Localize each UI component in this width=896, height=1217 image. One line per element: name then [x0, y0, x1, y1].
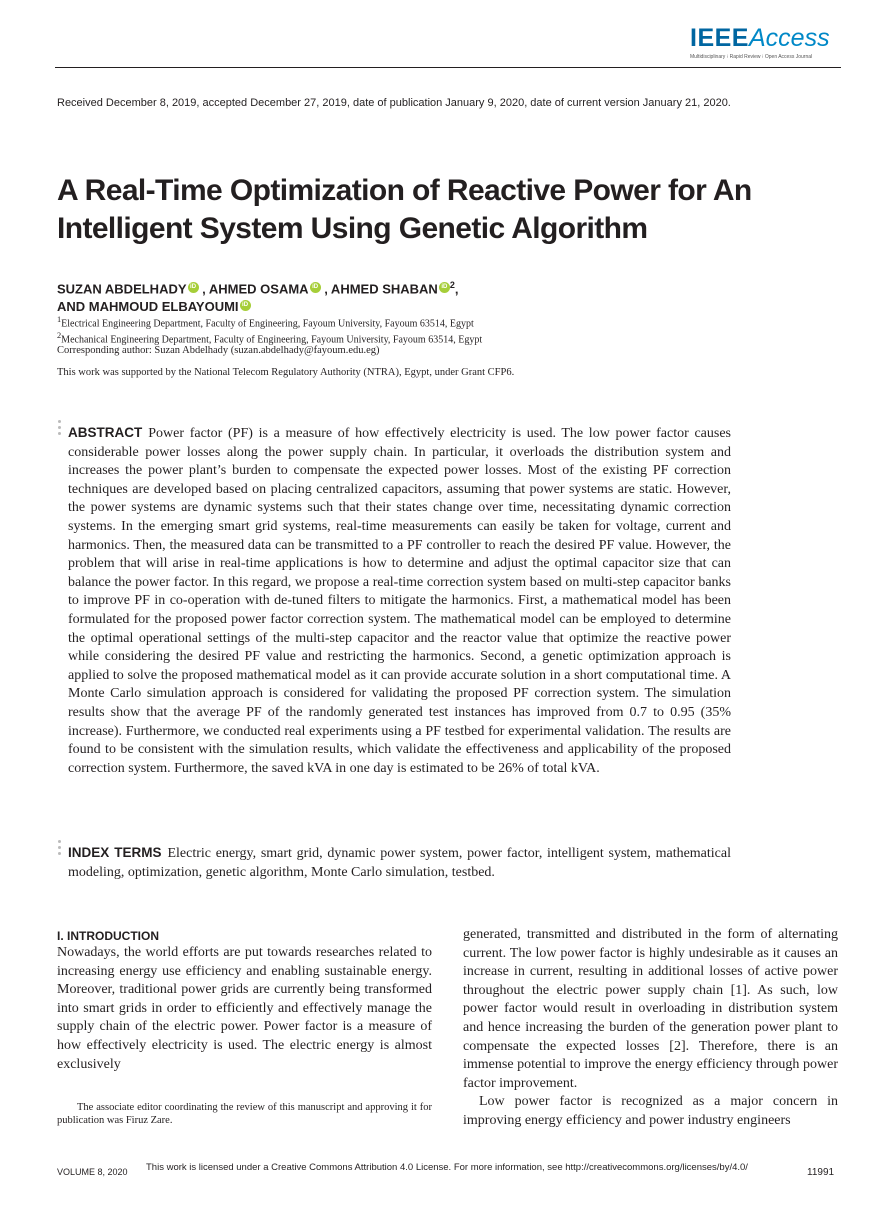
affiliation-2-number: 2	[57, 331, 62, 341]
section-heading-introduction: I. INTRODUCTION	[57, 929, 159, 943]
index-terms-text: Electric energy, smart grid, dynamic power system, power factor, intelligent system, mathematical modeling, optimization, genetic algorithm, Monte Carlo simulation, testbed.	[68, 846, 731, 880]
index-terms	[68, 844, 731, 882]
funding-statement: This work was supported by the National Telecom Regulatory Authority (NTRA), Egypt, under Grant CFP6.	[57, 367, 515, 378]
footer-volume: VOLUME 8, 2020	[57, 1167, 128, 1177]
index-terms-label: INDEX TERMS	[68, 845, 162, 860]
affiliation-1-number: 1	[57, 315, 62, 324]
corresponding-author: Corresponding author: Suzan Abdelhady (suzan.abdelhady@fayoum.edu.eg)	[57, 345, 380, 356]
orcid-icon[interactable]: iD	[439, 282, 450, 293]
intro-column-2	[463, 926, 838, 1131]
author-3-tail: ,	[454, 281, 459, 297]
affiliations	[57, 314, 482, 347]
author-list	[57, 276, 837, 316]
index-terms-marker-icon	[58, 840, 62, 858]
orcid-icon[interactable]: iD	[240, 300, 251, 311]
author-1: SUZAN ABDELHADY	[57, 281, 187, 297]
abstract-label: ABSTRACT	[68, 425, 143, 440]
orcid-icon[interactable]: iD	[188, 282, 199, 293]
intro-paragraph-continued: generated, transmitted and distributed in the form of alternating current. The low power factor is highly undesirable as it causes an increase in current, resulting in additional losses of active power throughout the electric power supply chain [1]. As such, low power factor would result in overloading in distribution system and hence increasing the burden of the generation power plant to compensate the expected losses [2]. Therefore, there is an immense potential to improve the energy efficiency through power factor improvement.	[463, 927, 838, 1091]
affiliation-1: Electrical Engineering Department, Faculty of Engineering, Fayoum University, Fayoum 63514, Egypt	[61, 318, 474, 330]
author-2: , AHMED OSAMA	[202, 281, 309, 297]
received-line: Received December 8, 2019, accepted December 27, 2019, date of publication January 9, 2020, date of current version January 21, 2020.	[57, 97, 731, 109]
abstract-text: Power factor (PF) is a measure of how effectively electricity is used. The low power factor causes considerable power losses along the power supply chain. In particular, it overloads the distribution system and increases the power plant’s burden to compensate the expected power losses. Most of the existing PF correction techniques are developed based on placing centralized capacitors, assuming that power systems are static. However, the power systems are dynamic systems such that their states change over time, necessitating dynamic correction systems. In the emerging smart grid systems, real-time measurements can easily be taken for voltage, current and harmonics. Then, the measured data can be transmitted to a PF controller to reach the desired PF value. However, the problem that will arise in real-time applications is how to determine and adjust the optimal capacitor size that can balance the power factor. In this regard, we propose a real-time correction system based on multi-step capacitor banks to improve PF in co-operation with de-tuned filters to mitigate the harmonics. First, a mathematical model has been formulated for the proposed power factor correction system. The mathematical model can be employed to determine the optimal operational settings of the multi-step capacitor and the reactor value that optimize the reactive power while considering the desired PF value and restricting the harmonics. Second, a genetic optimization approach is applied to solve the proposed mathematical model as it can provide accurate solution in a short computational time. A Monte Carlo simulation approach is considered for validating the proposed PF correction system. The simulation results show that the average PF of the randomly generated test instances has improved from 0.7 to 0.95 (35% increase). Furthermore, we conducted real experiments using a PF testbed for experimental validation. The results are found to be consistent with the simulation results, which validate the effectiveness and applicability of the proposed correction system. Furthermore, the saved kVA in one day is estimated to be 26% of total kVA.	[68, 426, 731, 776]
intro-column-1: Nowadays, the world efforts are put towards researches related to increasing energy use efficiency and enabling sustainable energy. Moreover, traditional power grids are currently being transformed into smart grids in order to efficiently and effectively manage the supply chain of the electric power. Power factor is a measure of how effectively electricity is used. The electric energy is almost exclusively	[57, 945, 432, 1072]
abstract-marker-icon	[58, 420, 62, 438]
logo-access: Access	[748, 24, 830, 52]
author-3-affiliation: 2	[449, 280, 455, 290]
logo-tagline: Multidisciplinary ⁝ Rapid Review ⁝ Open Access Journal	[690, 54, 813, 60]
affiliation-2: Mechanical Engineering Department, Faculty of Engineering, Fayoum University, Fayoum 63514, Egypt	[61, 334, 483, 346]
author-3: , AHMED SHABAN	[324, 281, 438, 297]
author-4: AND MAHMOUD ELBAYOUMI	[57, 299, 239, 315]
header-rule	[55, 67, 841, 68]
footer-license[interactable]: This work is licensed under a Creative Commons Attribution 4.0 License. For more information, see http://creativecommons.org/licenses/by/4.0/	[146, 1162, 748, 1173]
intro-paragraph-2: Low power factor is recognized as a major concern in improving energy efficiency and power industry engineers	[463, 1094, 838, 1128]
orcid-icon[interactable]: iD	[310, 282, 321, 293]
journal-logo	[690, 24, 840, 68]
logo-ieee: IEEE	[690, 24, 749, 52]
editor-footnote: The associate editor coordinating the review of this manuscript and approving it for publication was Firuz Zare.	[57, 1102, 432, 1126]
abstract	[68, 424, 731, 778]
paper-title: A Real-Time Optimization of Reactive Power for An Intelligent System Using Genetic Algorithm	[57, 174, 752, 245]
page-number: 11991	[807, 1167, 835, 1178]
